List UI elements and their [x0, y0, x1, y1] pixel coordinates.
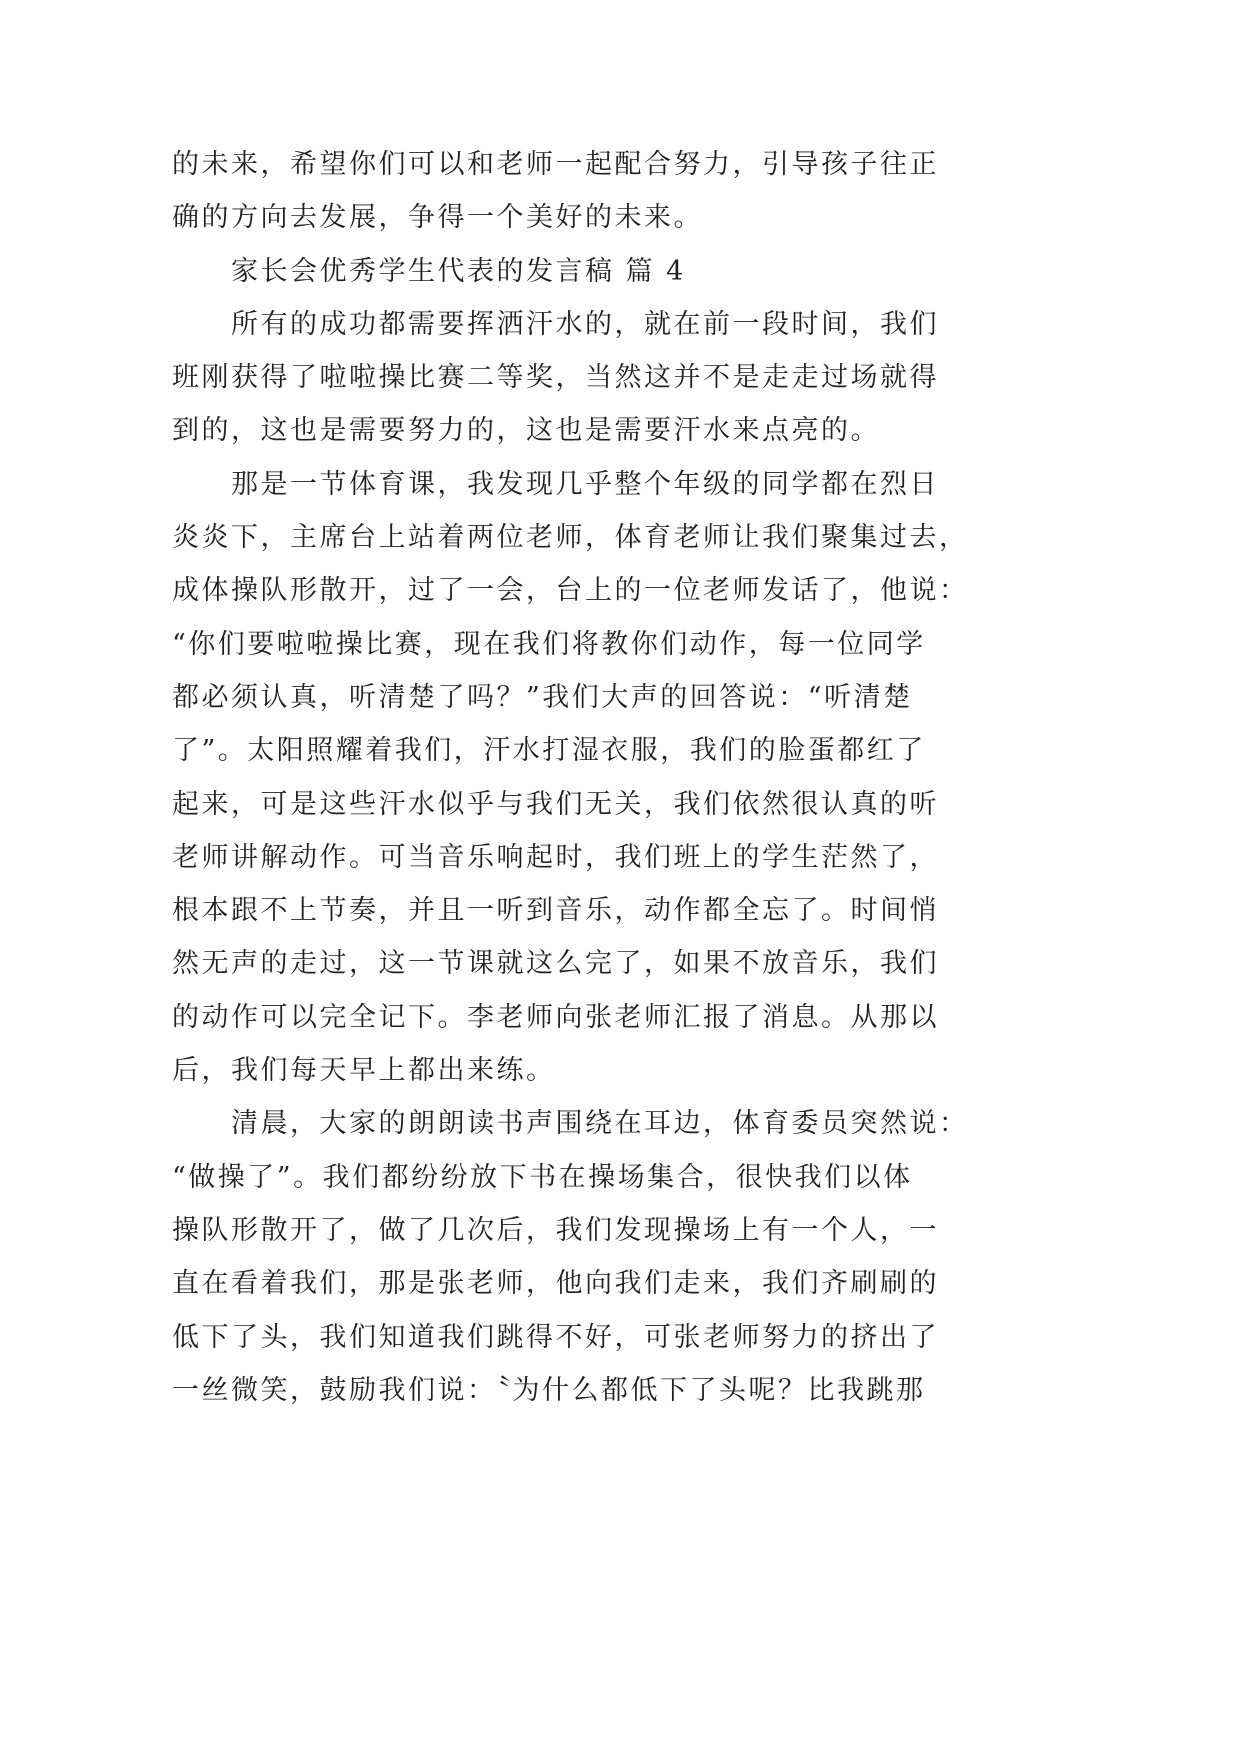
text-line: 的未来，希望你们可以和老师一起配合努力，引导孩子往正	[172, 149, 939, 180]
text-line: 确的方向去发展，争得一个美好的未来。	[172, 202, 703, 234]
text-line: “做操了”。我们都纷纷放下书在操场集合，很快我们以体	[172, 1161, 913, 1193]
text-line: 都必须认真，听清楚了吗？”我们大声的回答说：“听清楚	[172, 681, 913, 713]
text-line: 然无声的走过，这一节课就这么完了，如果不放音乐，我们	[172, 948, 939, 980]
text-line: 低下了头，我们知道我们跳得不好，可张老师努力的挤出了	[172, 1321, 939, 1353]
paragraph-continued	[172, 138, 1072, 245]
text-line: 到的，这也是需要努力的，这也是需要汗水来点亮的。	[172, 415, 880, 447]
paragraph	[172, 298, 1072, 458]
text-line: 根本跟不上节奏，并且一听到音乐，动作都全忘了。时间悄	[172, 895, 939, 927]
section-heading	[172, 245, 1072, 298]
text-line: 那是一节体育课，我发现几乎整个年级的同学都在烈日	[231, 468, 939, 500]
document-page	[172, 138, 1072, 1417]
text-line: 操队形散开了，做了几次后，我们发现操场上有一个人，一	[172, 1214, 939, 1246]
text-line: 炎炎下，主席台上站着两位老师，体育老师让我们聚集过去，	[172, 522, 969, 554]
text-line: 的动作可以完全记下。李老师向张老师汇报了消息。从那以	[172, 1001, 939, 1033]
text-line: 直在看着我们，那是张老师，他向我们走来，我们齐刷刷的	[172, 1268, 939, 1300]
paragraph	[172, 1097, 1072, 1417]
text-line: 起来，可是这些汗水似乎与我们无关，我们依然很认真的听	[172, 788, 939, 820]
text-line: 所有的成功都需要挥洒汗水的，就在前一段时间，我们	[231, 308, 939, 340]
text-line: 老师讲解动作。可当音乐响起时，我们班上的学生茫然了，	[172, 841, 939, 873]
text-line: “你们要啦啦操比赛，现在我们将教你们动作，每一位同学	[172, 628, 926, 660]
section-heading-text: 家长会优秀学生代表的发言稿 篇 4	[231, 255, 686, 287]
text-line: 了”。太阳照耀着我们，汗水打湿衣服，我们的脸蛋都红了	[172, 735, 926, 767]
text-line: 清晨，大家的朗朗读书声围绕在耳边，体育委员突然说：	[231, 1108, 969, 1140]
text-line: 班刚获得了啦啦操比赛二等奖，当然这并不是走走过场就得	[172, 362, 939, 394]
text-line: 成体操队形散开，过了一会，台上的一位老师发话了，他说：	[172, 575, 969, 607]
text-line: 一丝微笑，鼓励我们说：〝为什么都低下了头呢？比我跳那	[172, 1374, 926, 1406]
paragraph	[172, 458, 1072, 1098]
text-line: 后，我们每天早上都出来练。	[172, 1055, 556, 1087]
